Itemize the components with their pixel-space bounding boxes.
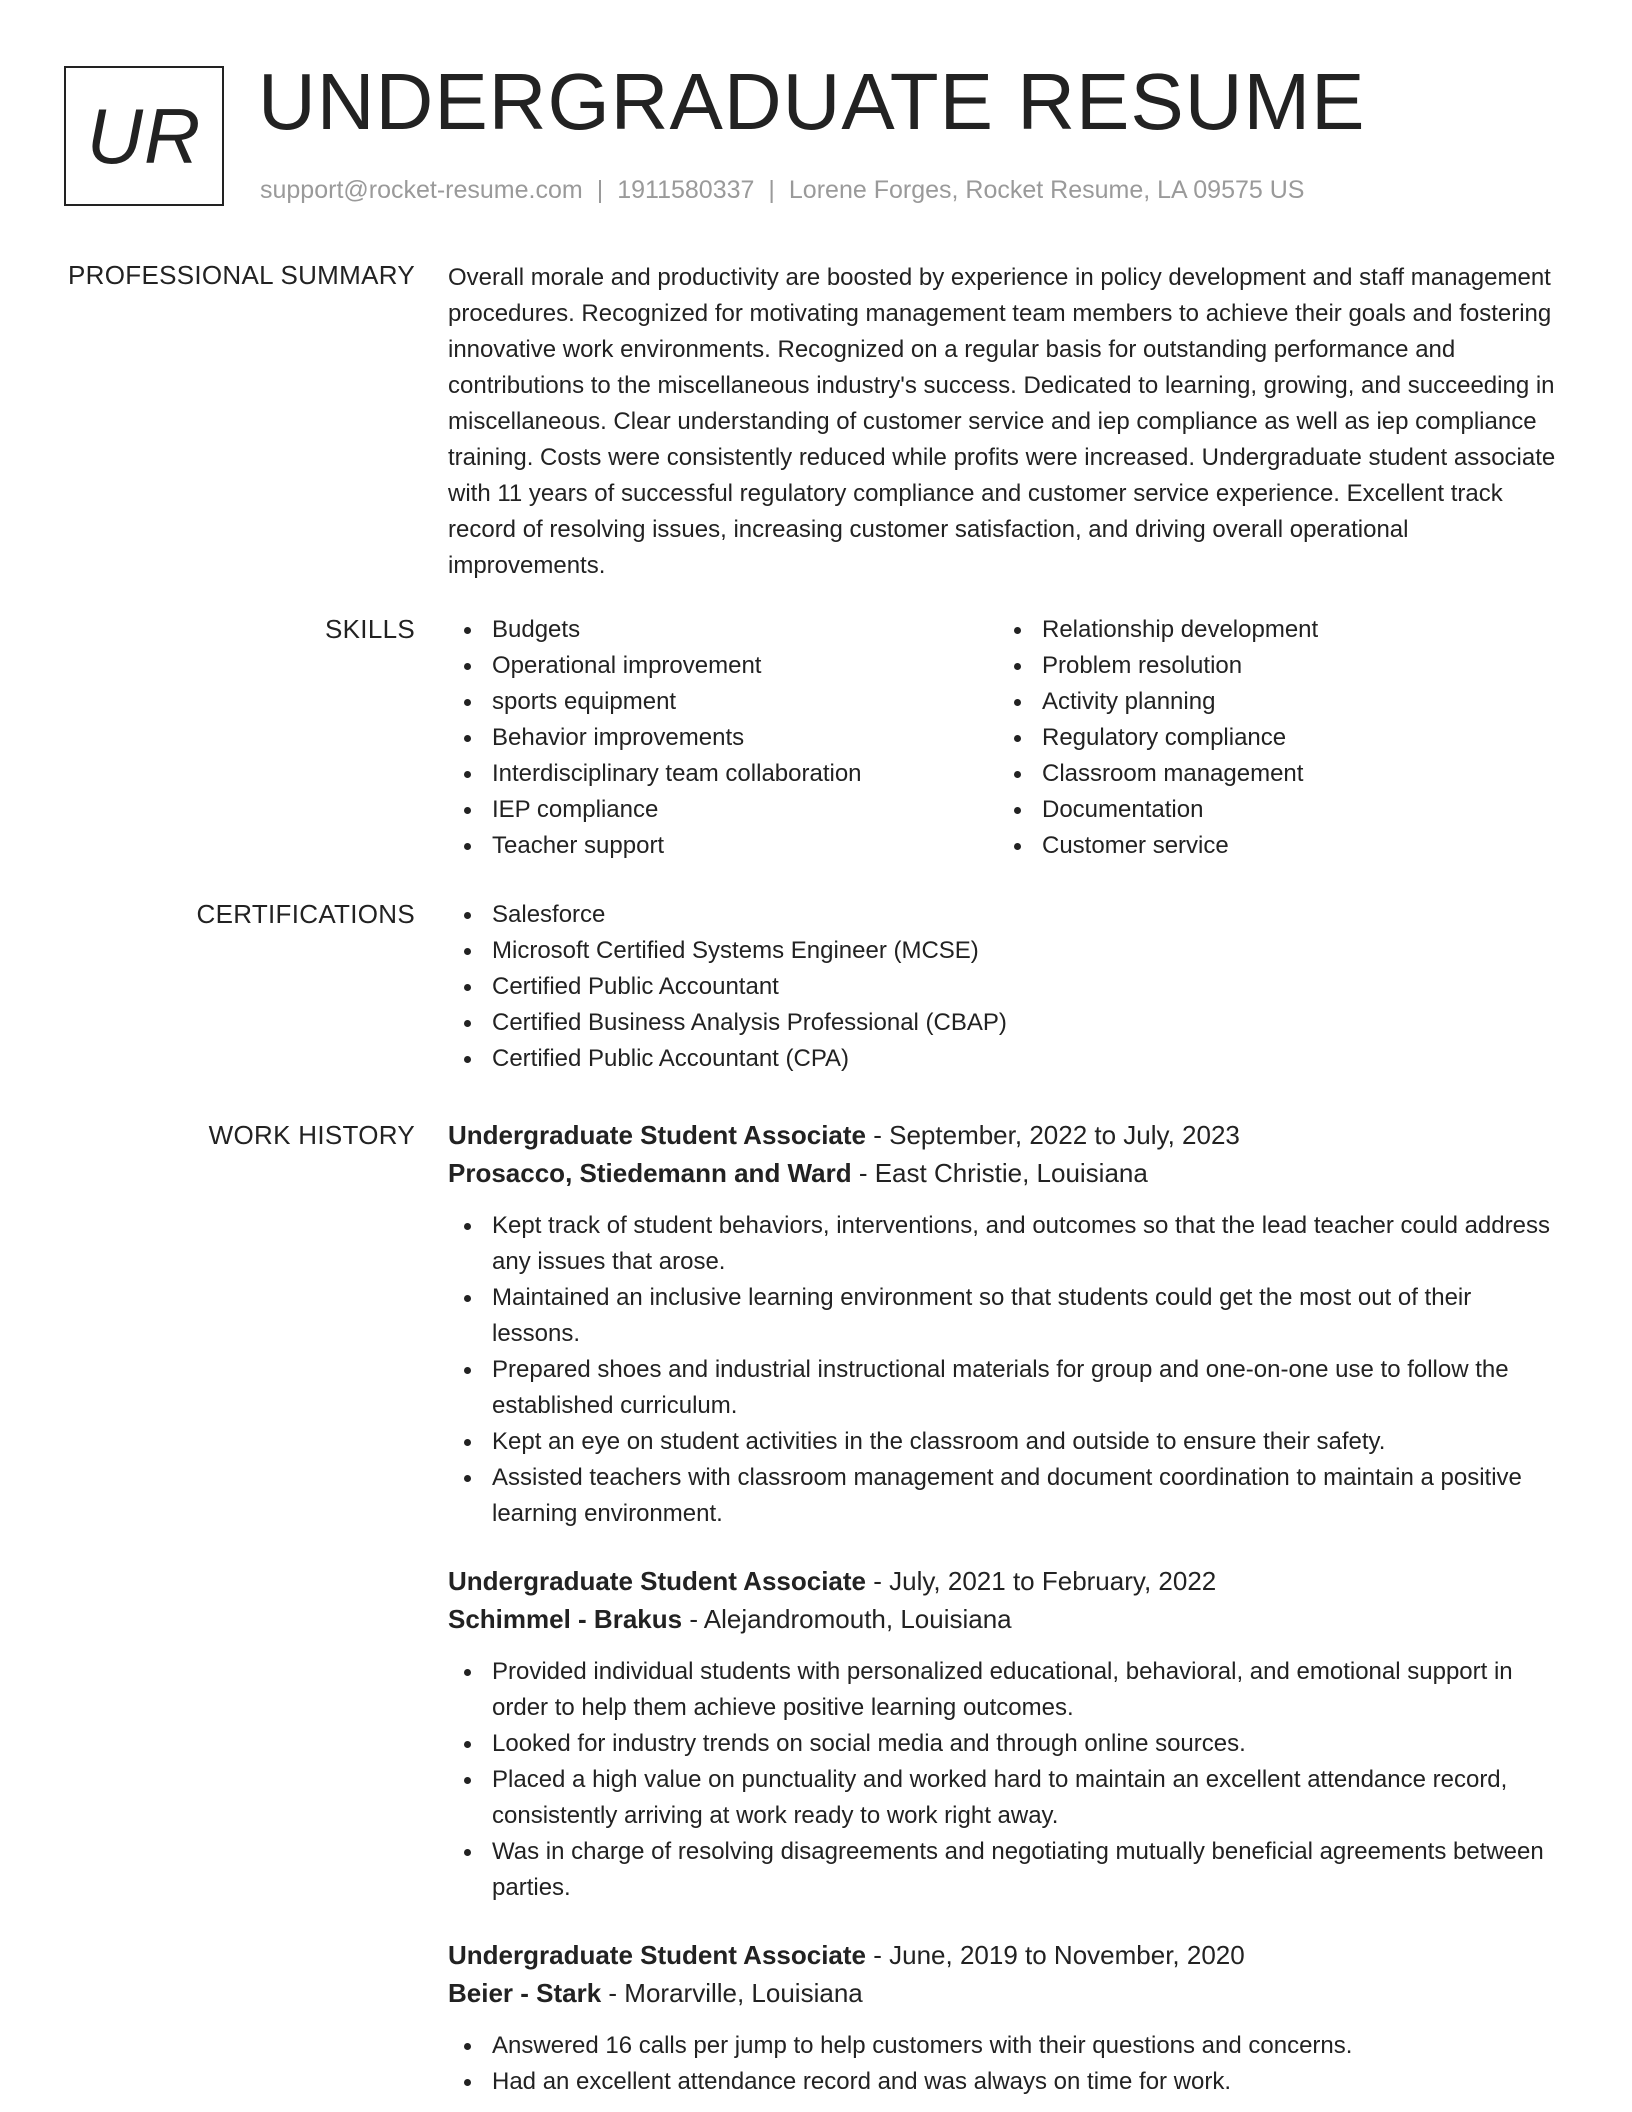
- job-company: Beier - Stark: [448, 1978, 602, 2008]
- summary-body: [448, 258, 1558, 584]
- job-bullet: Placed a high value on punctuality and worked hard to maintain an excellent attendance record, consistently arriving at work ready to work right away.: [448, 1762, 1558, 1834]
- job-bullet: Was in charge of resolving disagreements and negotiating mutually beneficial agreements between parties.: [448, 1834, 1558, 1906]
- certification-item: Certified Business Analysis Professional (CBAP): [448, 1005, 1558, 1041]
- job-location: - Alejandromouth, Louisiana: [682, 1604, 1012, 1634]
- job-company-line: [448, 1974, 1558, 2012]
- skill-item: Customer service: [998, 828, 1548, 864]
- contact-email[interactable]: support@rocket-resume.com: [260, 176, 583, 204]
- job-bullet: Had an excellent attendance record and was always on time for work.: [448, 2064, 1558, 2100]
- job-bullet: Assisted teachers with classroom management and document coordination to maintain a positive learning environment.: [448, 1460, 1558, 1532]
- job-company-line: [448, 1600, 1558, 1638]
- contact-line: [260, 174, 1304, 206]
- skill-item: IEP compliance: [448, 792, 998, 828]
- skills-list-right: [998, 612, 1548, 864]
- certification-item: Microsoft Certified Systems Engineer (MCSE): [448, 933, 1558, 969]
- job-bullet: Kept an eye on student activities in the classroom and outside to ensure their safety.: [448, 1424, 1558, 1460]
- job-dates: - July, 2021 to February, 2022: [866, 1566, 1217, 1596]
- job-dates: - September, 2022 to July, 2023: [866, 1120, 1240, 1150]
- work-history-body: [448, 1116, 1558, 2100]
- certification-item: Certified Public Accountant (CPA): [448, 1041, 1558, 1077]
- job-entry: [448, 1562, 1558, 1906]
- job-bullet: Provided individual students with personalized educational, behavioral, and emotional support in order to help them achieve positive learning outcomes.: [448, 1654, 1558, 1726]
- skills-body: [448, 612, 1558, 864]
- job-dates: - June, 2019 to November, 2020: [866, 1940, 1245, 1970]
- contact-address: Lorene Forges, Rocket Resume, LA 09575 US: [788, 176, 1305, 204]
- job-location: - Morarville, Louisiana: [601, 1978, 863, 2008]
- job-title-line: [448, 1116, 1558, 1154]
- skill-item: Relationship development: [998, 612, 1548, 648]
- job-company-line: [448, 1154, 1558, 1192]
- job-bullet: Maintained an inclusive learning environment so that students could get the most out of their lessons.: [448, 1280, 1558, 1352]
- job-bullet: Answered 16 calls per jump to help customers with their questions and concerns.: [448, 2028, 1558, 2064]
- job-title: Undergraduate Student Associate: [448, 1120, 867, 1150]
- section-label-certifications: CERTIFICATIONS: [196, 899, 415, 929]
- skill-item: sports equipment: [448, 684, 998, 720]
- skill-item: Activity planning: [998, 684, 1548, 720]
- job-location: - East Christie, Louisiana: [851, 1158, 1148, 1188]
- section-label-work-history: WORK HISTORY: [208, 1120, 415, 1150]
- contact-phone[interactable]: 1911580337: [617, 176, 755, 204]
- skill-item: Interdisciplinary team collaboration: [448, 756, 998, 792]
- certification-item: Salesforce: [448, 897, 1558, 933]
- job-bullets: [448, 1654, 1558, 1906]
- job-title-line: [448, 1562, 1558, 1600]
- contact-separator: |: [768, 176, 775, 204]
- skill-item: Teacher support: [448, 828, 998, 864]
- job-entry: [448, 1936, 1558, 2100]
- skill-item: Classroom management: [998, 756, 1548, 792]
- job-company: Schimmel - Brakus: [448, 1604, 683, 1634]
- job-bullet: Kept track of student behaviors, interventions, and outcomes so that the lead teacher could address any issues that arose.: [448, 1208, 1558, 1280]
- skills-list-left: [448, 612, 998, 864]
- resume-title: UNDERGRADUATE RESUME: [258, 57, 1366, 146]
- skill-item: Operational improvement: [448, 648, 998, 684]
- section-label-summary: PROFESSIONAL SUMMARY: [68, 260, 415, 290]
- certification-item: Certified Public Accountant: [448, 969, 1558, 1005]
- skill-item: Behavior improvements: [448, 720, 998, 756]
- summary-text: Overall morale and productivity are boosted by experience in policy development and staff management procedures. Recognized for motivating management team members to achieve their goals and fostering innovative work environments. Recognized on a regular basis for outstanding performance and contributions to the miscellaneous industry's success. Dedicated to learning, growing, and succeeding in miscellaneous. Clear understanding of customer service and iep compliance as well as iep compliance training. Costs were consistently reduced while profits were increased. Undergraduate student associate with 11 years of successful regulatory compliance and customer service experience. Excellent track record of resolving issues, increasing customer satisfaction, and driving overall operational improvements.: [448, 264, 1556, 579]
- section-label-skills: SKILLS: [325, 614, 415, 644]
- skill-item: Regulatory compliance: [998, 720, 1548, 756]
- job-bullets: [448, 1208, 1558, 1532]
- job-title: Undergraduate Student Associate: [448, 1940, 867, 1970]
- job-bullet: Looked for industry trends on social media and through online sources.: [448, 1726, 1558, 1762]
- skill-item: Problem resolution: [998, 648, 1548, 684]
- monogram-logo: UR: [64, 66, 224, 206]
- job-title-line: [448, 1936, 1558, 1974]
- job-bullet: Prepared shoes and industrial instructional materials for group and one-on-one use to follow the established curriculum.: [448, 1352, 1558, 1424]
- job-entry: [448, 1116, 1558, 1532]
- job-bullets: [448, 2028, 1558, 2100]
- skill-item: Budgets: [448, 612, 998, 648]
- job-title: Undergraduate Student Associate: [448, 1566, 867, 1596]
- skill-item: Documentation: [998, 792, 1548, 828]
- certifications-list: [448, 897, 1558, 1077]
- job-company: Prosacco, Stiedemann and Ward: [448, 1158, 852, 1188]
- contact-separator: |: [596, 176, 604, 204]
- certifications-body: [448, 897, 1558, 1077]
